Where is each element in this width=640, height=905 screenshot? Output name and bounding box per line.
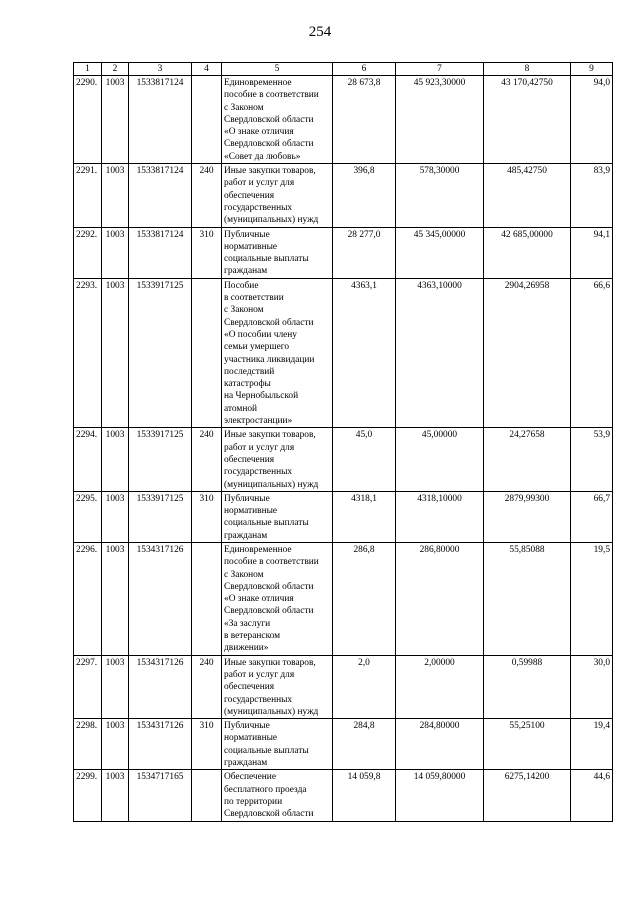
section-code: 1003 (102, 227, 129, 278)
expense-type: 240 (192, 428, 222, 491)
column-header: 1 (74, 63, 102, 76)
value-col7: 4318,10000 (396, 491, 484, 542)
section-code: 1003 (102, 278, 129, 428)
value-col6: 284,8 (333, 719, 396, 770)
percent-col9: 66,7 (571, 491, 613, 542)
value-col6: 286,8 (333, 542, 396, 655)
target-code: 1533817124 (129, 164, 192, 227)
column-header: 5 (222, 63, 333, 76)
value-col6: 4318,1 (333, 491, 396, 542)
row-number: 2299. (74, 770, 102, 821)
value-col6: 396,8 (333, 164, 396, 227)
row-number: 2295. (74, 491, 102, 542)
section-code: 1003 (102, 164, 129, 227)
value-col8: 24,27658 (484, 428, 571, 491)
expense-type: 310 (192, 491, 222, 542)
percent-col9: 94,0 (571, 76, 613, 164)
row-number: 2292. (74, 227, 102, 278)
value-col8: 43 170,42750 (484, 76, 571, 164)
row-number: 2294. (74, 428, 102, 491)
value-col6: 28 673,8 (333, 76, 396, 164)
section-code: 1003 (102, 542, 129, 655)
section-code: 1003 (102, 76, 129, 164)
value-col7: 45 923,30000 (396, 76, 484, 164)
section-code: 1003 (102, 655, 129, 718)
column-header: 4 (192, 63, 222, 76)
expense-type: 310 (192, 227, 222, 278)
value-col6: 14 059,8 (333, 770, 396, 821)
table-row (74, 719, 613, 770)
item-name: Единовременное пособие в соответствии с Законом Свердловской области «О знаке отличия Свердловской области «За заслуги в ветеранском движении» (222, 542, 333, 655)
table-row (74, 278, 613, 428)
expense-type: 240 (192, 655, 222, 718)
target-code: 1534317126 (129, 719, 192, 770)
value-col6: 45,0 (333, 428, 396, 491)
item-name: Иные закупки товаров, работ и услуг для обеспечения государственных (муниципальных) нужд (222, 655, 333, 718)
percent-col9: 94,1 (571, 227, 613, 278)
value-col8: 6275,14200 (484, 770, 571, 821)
percent-col9: 83,9 (571, 164, 613, 227)
budget-table (73, 62, 613, 822)
section-code: 1003 (102, 491, 129, 542)
column-header: 2 (102, 63, 129, 76)
item-name: Публичные нормативные социальные выплаты гражданам (222, 719, 333, 770)
target-code: 1534317126 (129, 542, 192, 655)
section-code: 1003 (102, 719, 129, 770)
expense-type (192, 542, 222, 655)
expense-type (192, 770, 222, 821)
expense-type (192, 278, 222, 428)
table-row (74, 76, 613, 164)
percent-col9: 44,6 (571, 770, 613, 821)
expense-type: 240 (192, 164, 222, 227)
value-col6: 4363,1 (333, 278, 396, 428)
item-name: Иные закупки товаров, работ и услуг для обеспечения государственных (муниципальных) нужд (222, 164, 333, 227)
column-header: 7 (396, 63, 484, 76)
row-number: 2298. (74, 719, 102, 770)
item-name: Единовременное пособие в соответствии с Законом Свердловской области «О знаке отличия Свердловской области «Совет да любовь» (222, 76, 333, 164)
value-col8: 2879,99300 (484, 491, 571, 542)
value-col7: 578,30000 (396, 164, 484, 227)
percent-col9: 30,0 (571, 655, 613, 718)
value-col8: 55,85088 (484, 542, 571, 655)
value-col8: 0,59988 (484, 655, 571, 718)
item-name: Публичные нормативные социальные выплаты гражданам (222, 491, 333, 542)
row-number: 2297. (74, 655, 102, 718)
expense-type: 310 (192, 719, 222, 770)
header-row (74, 63, 613, 76)
target-code: 1534717165 (129, 770, 192, 821)
row-number: 2296. (74, 542, 102, 655)
percent-col9: 19,4 (571, 719, 613, 770)
item-name: Публичные нормативные социальные выплаты гражданам (222, 227, 333, 278)
table-row (74, 491, 613, 542)
value-col7: 14 059,80000 (396, 770, 484, 821)
section-code: 1003 (102, 770, 129, 821)
table-row (74, 542, 613, 655)
percent-col9: 53,9 (571, 428, 613, 491)
page-number: 254 (308, 24, 332, 40)
row-number: 2290. (74, 76, 102, 164)
column-header: 8 (484, 63, 571, 76)
value-col8: 2904,26958 (484, 278, 571, 428)
value-col7: 4363,10000 (396, 278, 484, 428)
percent-col9: 66,6 (571, 278, 613, 428)
value-col8: 42 685,00000 (484, 227, 571, 278)
target-code: 1533917125 (129, 278, 192, 428)
item-name: Иные закупки товаров, работ и услуг для обеспечения государственных (муниципальных) нужд (222, 428, 333, 491)
row-number: 2291. (74, 164, 102, 227)
expense-type (192, 76, 222, 164)
value-col6: 28 277,0 (333, 227, 396, 278)
table-row (74, 770, 613, 821)
target-code: 1533817124 (129, 76, 192, 164)
column-header: 9 (571, 63, 613, 76)
section-code: 1003 (102, 428, 129, 491)
value-col7: 284,80000 (396, 719, 484, 770)
column-header: 3 (129, 63, 192, 76)
value-col7: 2,00000 (396, 655, 484, 718)
target-code: 1533917125 (129, 491, 192, 542)
table-row (74, 428, 613, 491)
target-code: 1533817124 (129, 227, 192, 278)
column-header: 6 (333, 63, 396, 76)
value-col7: 286,80000 (396, 542, 484, 655)
target-code: 1533917125 (129, 428, 192, 491)
target-code: 1534317126 (129, 655, 192, 718)
row-number: 2293. (74, 278, 102, 428)
percent-col9: 19,5 (571, 542, 613, 655)
value-col7: 45,00000 (396, 428, 484, 491)
table-row (74, 655, 613, 718)
table-row (74, 164, 613, 227)
value-col7: 45 345,00000 (396, 227, 484, 278)
value-col6: 2,0 (333, 655, 396, 718)
value-col8: 485,42750 (484, 164, 571, 227)
item-name: Обеспечение бесплатного проезда по территории Свердловской области (222, 770, 333, 821)
value-col8: 55,25100 (484, 719, 571, 770)
table-row (74, 227, 613, 278)
item-name: Пособие в соответствии с Законом Свердловской области «О пособии члену семьи умершего участника ликвидации последствий катастрофы на Чернобыльской атомной электростанции» (222, 278, 333, 428)
